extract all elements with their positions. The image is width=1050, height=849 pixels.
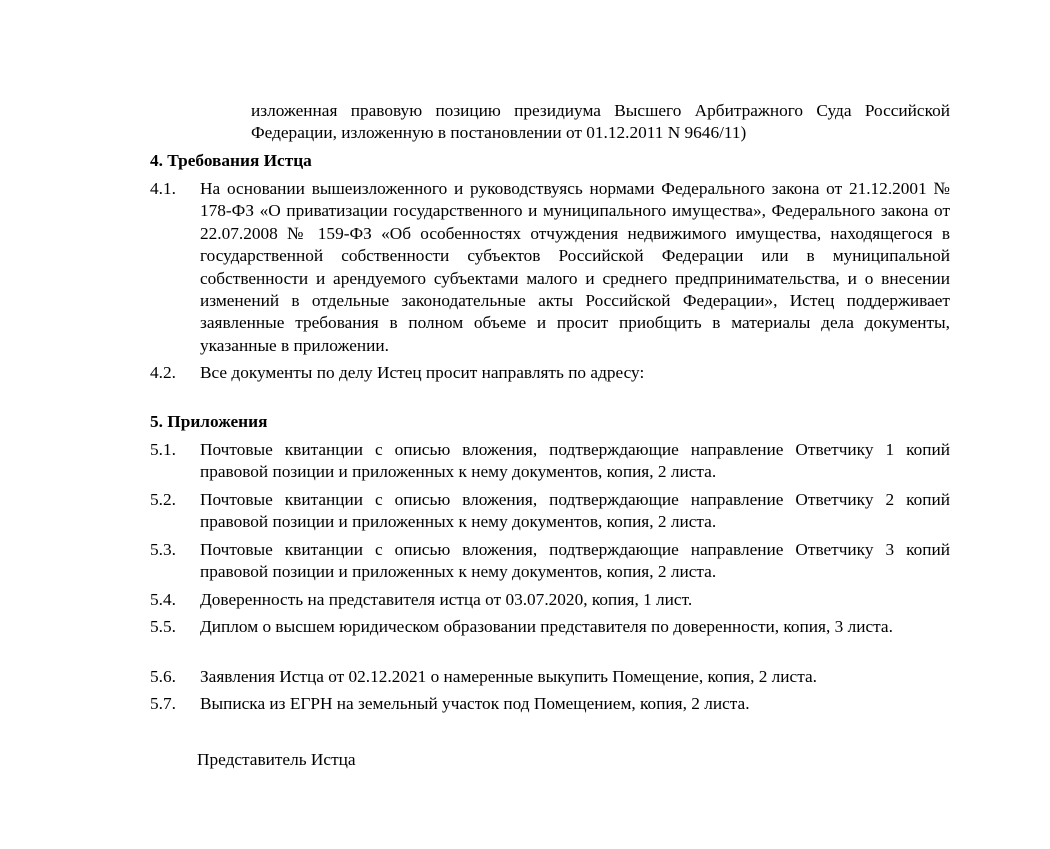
item-text: Диплом о высшем юридическом образовании представителя по доверенности, копия, 3 листа. [200,617,893,636]
item-text: Доверенность на представителя истца от 03.07.2020, копия, 1 лист. [200,590,693,609]
section-5-heading: 5. Приложения [150,412,268,431]
item-number: 4.2. [150,363,176,382]
signature-label: Представитель Истца [197,750,356,769]
item-number: 5.2. [150,490,176,509]
list-item-5-7 [150,693,950,715]
item-text: Заявления Истца от 02.12.2021 о намеренные выкупить Помещение, копия, 2 листа. [200,667,817,686]
list-item-5-2 [150,489,950,534]
item-number: 5.4. [150,590,176,609]
list-item-5-5 [150,616,950,638]
item-number: 5.5. [150,617,176,636]
list-item-5-6 [150,666,950,688]
item-text: На основании вышеизложенного и руководствуясь нормами Федерального закона от 21.12.2001 № 178-ФЗ «О приватизации государственного и муниципального имущества», Федерального закона от 22.07.2008 № 159-ФЗ «Об особенностях отчуждения недвижимого имущества, находящегося в государственной собственности субъектов Российской Федерации или в муниципальной собственности и арендуемого субъектами малого и среднего предпринимательства, и о внесении изменений в отдельные законодательные акты Российской Федерации», Истец поддерживает заявленные требования в полном объеме и просит приобщить в материалы дела документы, указанные в приложении. [200,179,950,355]
list-item-5-4 [150,589,950,611]
item-number: 5.1. [150,440,176,459]
item-text: Выписка из ЕГРН на земельный участок под Помещением, копия, 2 листа. [200,694,750,713]
item-number: 5.6. [150,667,176,686]
list-item-5-3 [150,539,950,584]
item-number: 5.7. [150,694,176,713]
section-4-heading: 4. Требования Истца [150,151,312,170]
item-text: Все документы по делу Истец просит направлять по адресу: [200,363,645,382]
item-number: 4.1. [150,179,176,198]
continuation-paragraph: изложенная правовую позицию президиума Высшего Арбитражного Суда Российской Федерации, изложенную в постановлении от 01.12.2011 N 9646/11) [251,101,950,143]
item-text: Почтовые квитанции с описью вложения, подтверждающие направление Ответчику 1 копий правовой позиции и приложенных к нему документов, копия, 2 листа. [200,440,950,482]
item-number: 5.3. [150,540,176,559]
item-text: Почтовые квитанции с описью вложения, подтверждающие направление Ответчику 3 копий правовой позиции и приложенных к нему документов, копия, 2 листа. [200,540,950,582]
list-item-4-2 [150,362,950,384]
list-item-4-1 [150,178,950,357]
item-text: Почтовые квитанции с описью вложения, подтверждающие направление Ответчику 2 копий правовой позиции и приложенных к нему документов, копия, 2 листа. [200,490,950,532]
list-item-5-1 [150,439,950,484]
